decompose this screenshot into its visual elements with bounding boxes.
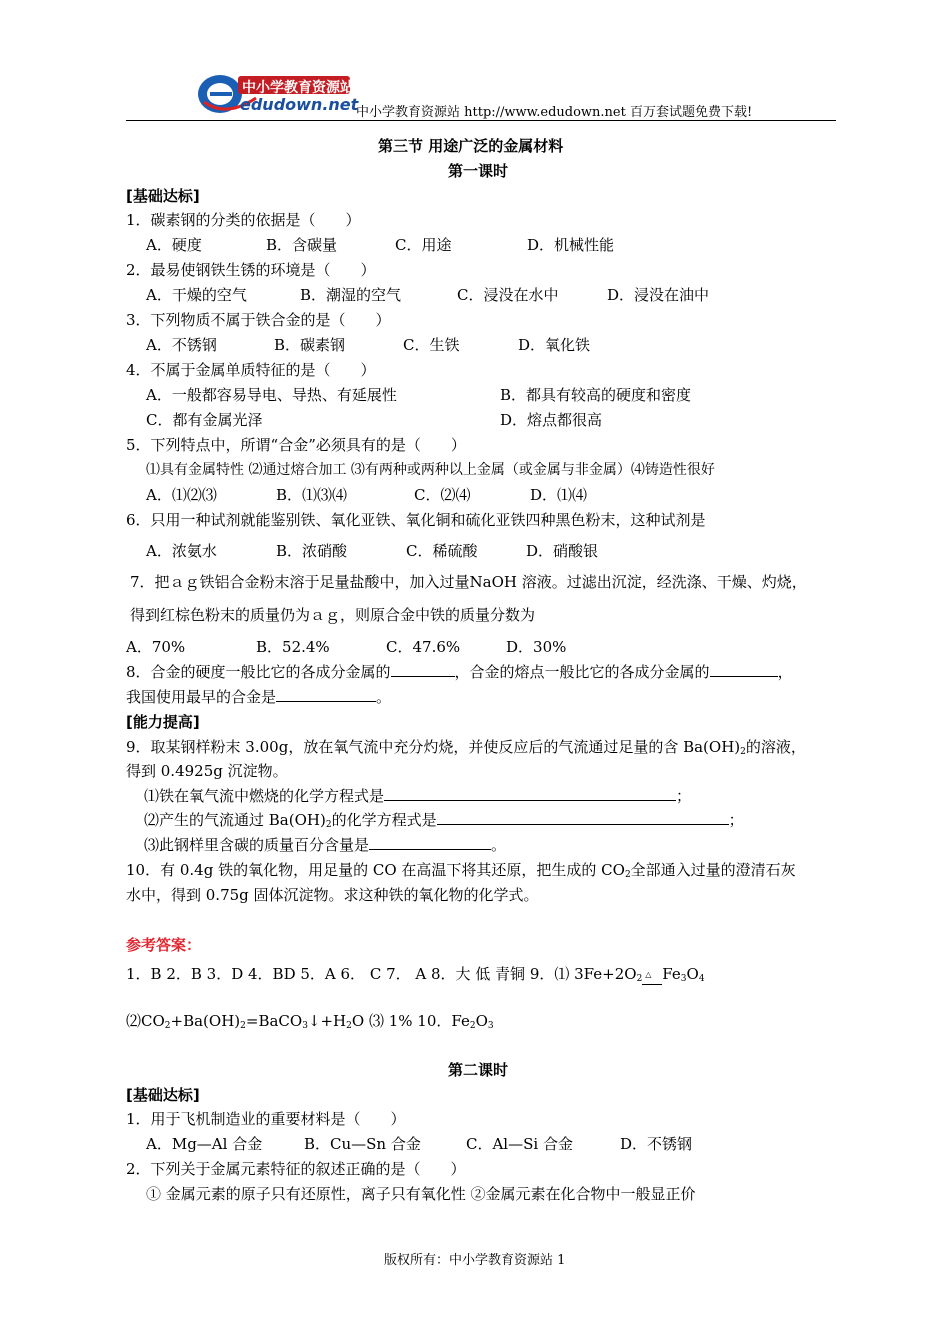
lesson-2-heading: 第二课时 xyxy=(448,1061,509,1079)
subscript: 2 xyxy=(624,870,631,880)
q4-option: C．都有金属光泽 xyxy=(146,411,263,429)
answers-text: O ⑶ 1% 10．Fe xyxy=(351,1012,470,1030)
q9-line-2: 得到 0.4925g 沉淀物。 xyxy=(126,762,288,780)
q10-text: 10．有 0.4g 铁的氧化物，用足量的 CO 在高温下将其还原，把生成的 CO xyxy=(126,861,625,879)
q7-option: A．70% xyxy=(126,638,186,656)
subscript: 3 xyxy=(302,1021,308,1031)
logo-top-text: 中小学教育资源站 xyxy=(242,80,354,96)
answers-text: Fe xyxy=(662,965,681,983)
subscript: 4 xyxy=(698,974,705,984)
q6-option: D．硝酸银 xyxy=(526,542,599,560)
subscript: 2 xyxy=(240,1021,246,1031)
q6-option: C．稀硫酸 xyxy=(406,542,478,560)
q10-text: 全部通入过量的澄清石灰 xyxy=(630,861,796,879)
subscript: 3 xyxy=(680,974,687,984)
q9-text: ⑵产生的气流通过 Ba(OH) xyxy=(144,811,326,829)
site-logo xyxy=(196,68,359,116)
answers-text: =BaCO xyxy=(245,1012,303,1030)
q3-option: B．碳素钢 xyxy=(274,336,346,354)
p2-stem: 2．下列关于金属元素特征的叙述正确的是（ ） xyxy=(126,1160,466,1178)
q3-option: A．不锈钢 xyxy=(146,336,217,354)
q2-option: B．潮湿的空气 xyxy=(300,286,402,304)
q9-text: 9．取某钢样粉末 3.00g，放在氧气流中充分灼烧，并使反应后的气流通过足量的含 Ba(OH) xyxy=(126,738,741,756)
q6-option: A．浓氨水 xyxy=(146,542,217,560)
q7-line-1: 7．把ａｇ铁铝合金粉末溶于足量盐酸中，加入过量NaOH 溶液。过滤出沉淀，经洗涤、干燥、灼烧， xyxy=(130,573,807,591)
page-footer: 版权所有：中小学教育资源站 1 xyxy=(384,1253,566,1268)
q8-line-1 xyxy=(126,661,793,682)
answer-blank[interactable] xyxy=(276,687,376,702)
answers-text: +Ba(OH) xyxy=(170,1012,241,1030)
answers-line-1: 1．B 2．B 3．D 4．BD 5．A 6． C 7． A 8．大 低 青铜 9．⑴ $3Fe+2O_2$ △ $Fe_3O_4$ xyxy=(126,965,705,984)
q9-sub-2 xyxy=(144,809,744,830)
q7-option: D．30% xyxy=(506,638,567,656)
q8-text-c: ， xyxy=(777,663,793,681)
q2-option: C．浸没在水中 xyxy=(457,286,559,304)
p1-option: B．Cu—Sn 合金 xyxy=(304,1135,421,1153)
q8-text-b: ，合金的熔点一般比它的各成分金属的 xyxy=(454,663,710,681)
q9-text: ⑴铁在氧气流中燃烧的化学方程式是 xyxy=(144,787,385,805)
q2-stem: 2．最易使钢铁生锈的环境是（ ） xyxy=(126,261,376,279)
q6-option: B．浓硝酸 xyxy=(276,542,348,560)
q9-line-1 xyxy=(126,736,806,757)
q10-line-1 xyxy=(126,859,796,880)
section-title: 第三节 用途广泛的金属材料 xyxy=(378,137,564,155)
header-divider xyxy=(126,120,836,121)
p1-option: A．Mg—Al 合金 xyxy=(146,1135,263,1153)
answer-blank[interactable] xyxy=(384,786,676,801)
answer-blank[interactable] xyxy=(437,810,729,825)
q2-option: D．浸没在油中 xyxy=(607,286,710,304)
subscript: 2 xyxy=(346,1021,352,1031)
subscript: 2 xyxy=(325,820,332,830)
q3-option: D．氧化铁 xyxy=(518,336,591,354)
q8-line-2 xyxy=(126,686,391,707)
q4-option: D．熔点都很高 xyxy=(500,411,603,429)
basic-heading: [基础达标] xyxy=(126,187,200,205)
q7-option: B．52.4% xyxy=(256,638,330,656)
q8-text-a: 8．合金的硬度一般比它的各成分金属的 xyxy=(126,663,391,681)
answers-line-2 xyxy=(126,1010,494,1031)
q2-option: A．干燥的空气 xyxy=(146,286,247,304)
answers-text: O xyxy=(475,1012,488,1030)
q1-option: A．硬度 xyxy=(146,236,202,254)
q9-sub-1 xyxy=(144,785,691,806)
subscript: 2 xyxy=(636,974,643,984)
q1-option: C．用途 xyxy=(395,236,452,254)
q6-stem: 6．只用一种试剂就能鉴别铁、氧化亚铁、氧化铜和硫化亚铁四种黑色粉末，这种试剂是 xyxy=(126,511,706,529)
logo-bottom-text: edudown.net xyxy=(240,95,359,114)
q9-text: ⑶此钢样里含碳的质量百分含量是 xyxy=(144,836,370,854)
lesson-1-heading: 第一课时 xyxy=(448,162,509,180)
q5-stem: 5．下列特点中，所谓“合金”必须具有的是（ ） xyxy=(126,436,466,454)
q9-text: ； xyxy=(728,811,744,829)
answer-blank[interactable] xyxy=(369,835,491,850)
q9-sub-3 xyxy=(144,834,506,855)
q9-text: 的溶液， xyxy=(745,738,806,756)
q5-option: C．⑵⑷ xyxy=(414,486,471,504)
answers-text: O xyxy=(686,965,699,983)
q5-items: ⑴具有金属特性 ⑵通过熔合加工 ⑶有两种或两种以上金属（或金属与非金属）⑷铸造性很好 xyxy=(146,462,715,478)
q9-text: 的化学方程式是 xyxy=(331,811,437,829)
p1-stem: 1．用于飞机制造业的重要材料是（ ） xyxy=(126,1110,406,1128)
q9-text: ； xyxy=(676,787,692,805)
subscript: 2 xyxy=(740,747,746,757)
q5-option: B．⑴⑶⑷ xyxy=(276,486,348,504)
q7-option: C．47.6% xyxy=(386,638,461,656)
answer-blank[interactable] xyxy=(710,662,778,677)
q3-option: C．生铁 xyxy=(403,336,460,354)
ability-heading: [能力提高] xyxy=(126,713,200,731)
q8-text-e: 。 xyxy=(376,688,392,706)
answers-heading: 参考答案： xyxy=(126,936,202,954)
q3-stem: 3．下列物质不属于铁合金的是（ ） xyxy=(126,311,391,329)
q9-text: 。 xyxy=(491,836,507,854)
q4-stem: 4．不属于金属单质特征的是（ ） xyxy=(126,361,376,379)
q1-option: B．含碳量 xyxy=(266,236,338,254)
q1-stem: 1．碳素钢的分类的依据是（ ） xyxy=(126,211,361,229)
p2-items: ① 金属元素的原子只有还原性，离子只有氧化性 ②金属元素在化合物中一般显正价 xyxy=(146,1185,696,1203)
subscript: 2 xyxy=(469,1021,476,1031)
q5-option: A．⑴⑵⑶ xyxy=(146,486,217,504)
basic-heading-2: [基础达标] xyxy=(126,1086,200,1104)
q5-option: D．⑴⑷ xyxy=(530,486,588,504)
q1-option: D．机械性能 xyxy=(527,236,615,254)
header-site-text: 中小学教育资源站 http://www.edudown.net 百万套试题免费下载! xyxy=(356,105,753,120)
answers-text: 1．B 2．B 3．D 4．BD 5．A 6． C 7． A 8．大 低 青铜 9．⑴ 3Fe+2O xyxy=(126,965,637,983)
p1-option: C．Al—Si 合金 xyxy=(466,1135,573,1153)
q4-option: B．都具有较高的硬度和密度 xyxy=(500,386,692,404)
answers-text: ⑵CO xyxy=(126,1012,165,1030)
q7-line-2: 得到红棕色粉末的质量仍为ａｇ，则原合金中铁的质量分数为 xyxy=(130,606,536,624)
subscript: 3 xyxy=(487,1021,494,1031)
q4-option: A．一般都容易导电、导热、有延展性 xyxy=(146,386,397,404)
subscript: 2 xyxy=(164,1021,171,1031)
answer-blank[interactable] xyxy=(391,662,455,677)
p1-option: D．不锈钢 xyxy=(620,1135,693,1153)
answers-text: ↓+H xyxy=(307,1012,347,1030)
q8-text-d: 我国使用最早的合金是 xyxy=(126,688,277,706)
q10-line-2: 水中，得到 0.75g 固体沉淀物。求这种铁的氧化物的化学式。 xyxy=(126,886,539,904)
